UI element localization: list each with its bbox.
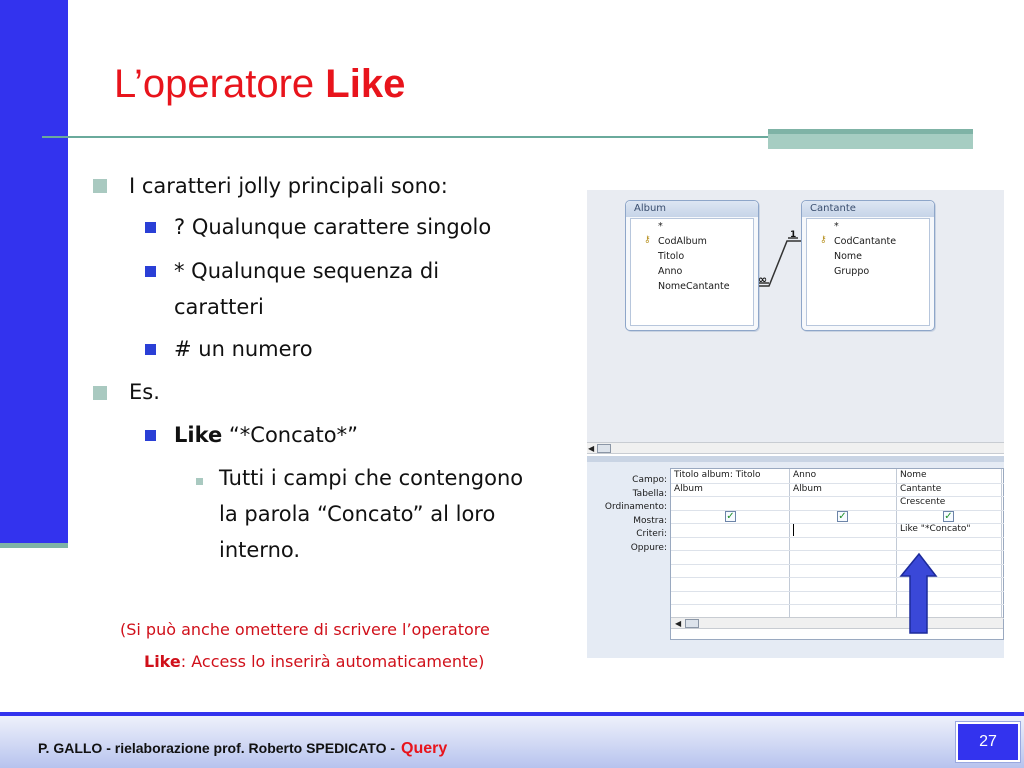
bullet-question-mark: ? Qualunque carattere singolo — [174, 215, 492, 239]
field-star[interactable]: * — [834, 221, 839, 232]
bullet-asterisk-cont: caratteri — [174, 295, 264, 319]
footer-author: P. GALLO - rielaborazione prof. Roberto SPEDICATO - — [38, 740, 396, 756]
col1-mostra-checkbox[interactable]: ✓ — [726, 511, 735, 522]
bullet-square-icon — [145, 266, 156, 277]
col3-mostra-checkbox[interactable]: ✓ — [944, 511, 953, 522]
col3-ordinamento[interactable]: Crescente — [900, 497, 946, 507]
title-prefix: L’operatore — [114, 62, 326, 106]
left-accent-bar — [0, 0, 68, 548]
row-label-tabella: Tabella: — [632, 488, 667, 499]
example-desc-line1: Tutti i campi che contengono — [219, 466, 524, 490]
bullet-square-icon — [196, 478, 203, 485]
row-label-oppure: Oppure: — [630, 542, 667, 553]
page-number: 27 — [956, 722, 1020, 762]
table-cantante-title: Cantante — [802, 201, 934, 217]
col2-campo[interactable]: Anno — [793, 470, 817, 480]
bullet-hash: # un numero — [174, 337, 313, 361]
row-label-ordinamento: Ordinamento: — [604, 502, 667, 512]
row-label-mostra: Mostra: — [633, 515, 667, 526]
example-desc-line2: la parola “Concato” al loro — [219, 502, 496, 526]
bullet-square-icon — [145, 222, 156, 233]
bullet-square-icon — [93, 386, 107, 400]
example-desc-line3: interno. — [219, 538, 301, 562]
bullet-asterisk: * Qualunque sequenza di — [174, 259, 440, 283]
note-line1: (Si può anche omettere di scrivere l’operatore — [120, 620, 490, 639]
bullet-wildcards: I caratteri jolly principali sono: — [129, 174, 448, 198]
relation-many-label: ∞ — [758, 273, 768, 286]
example-like-rest: “*Concato*” — [222, 423, 358, 447]
field-nomecantante[interactable]: NomeCantante — [658, 281, 730, 292]
example-like — [174, 417, 358, 453]
note-rest: : Access lo inserirà automaticamente) — [180, 652, 485, 671]
up-arrow-icon — [587, 190, 1004, 658]
bullet-example: Es. — [129, 380, 160, 404]
table-album-title: Album — [626, 201, 758, 217]
note-bold: Like — [144, 652, 181, 671]
field-nome[interactable]: Nome — [834, 251, 863, 262]
field-codalbum[interactable]: CodAlbum — [658, 236, 707, 247]
scroll-left-arrow-icon[interactable]: ◀ — [588, 444, 595, 453]
bullet-square-icon — [145, 344, 156, 355]
bullet-square-icon — [145, 430, 156, 441]
col3-tabella[interactable]: Cantante — [900, 483, 942, 494]
col3-campo[interactable]: Nome — [900, 470, 927, 480]
field-titolo[interactable]: Titolo — [658, 251, 685, 262]
col2-tabella[interactable]: Album — [793, 483, 822, 494]
col2-mostra-checkbox[interactable]: ✓ — [838, 511, 847, 522]
col3-criteri[interactable]: Like "*Concato" — [900, 524, 971, 534]
row-label-criteri: Criteri: — [636, 529, 667, 539]
bullet-square-icon — [93, 179, 107, 193]
note-line2 — [144, 646, 484, 678]
key-icon: ⚷ — [644, 235, 651, 245]
title-divider-accent — [768, 129, 973, 149]
access-query-screenshot — [587, 190, 1004, 658]
footer-topic: Query — [401, 740, 448, 757]
field-codcantante[interactable]: CodCantante — [834, 236, 897, 247]
scroll-left-arrow-icon[interactable]: ◀ — [675, 619, 682, 628]
left-accent-stripe — [0, 543, 68, 548]
col1-tabella[interactable]: Album — [674, 483, 703, 494]
key-icon: ⚷ — [820, 235, 827, 245]
field-anno[interactable]: Anno — [658, 266, 683, 277]
col1-campo[interactable]: Titolo album: Titolo — [674, 470, 761, 480]
field-gruppo[interactable]: Gruppo — [834, 266, 870, 277]
row-label-campo: Campo: — [632, 475, 667, 485]
example-like-bold: Like — [174, 423, 223, 447]
footer-credits — [38, 738, 447, 759]
title-bold: Like — [325, 62, 406, 106]
field-star[interactable]: * — [658, 221, 663, 232]
relation-one-label: 1 — [790, 230, 797, 240]
slide-title — [114, 60, 405, 108]
